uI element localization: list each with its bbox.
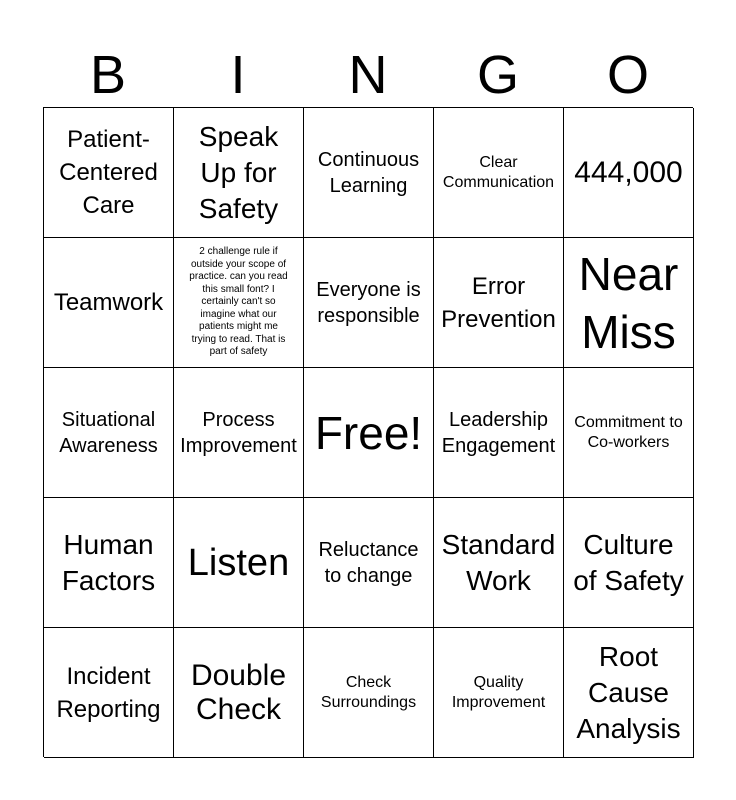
bingo-cell-label: Patient-Centered Care [59, 126, 158, 219]
bingo-cell-label: Listen [187, 541, 290, 584]
free-space[interactable] [304, 368, 434, 498]
header-letter-g: G [476, 45, 519, 105]
bingo-cell[interactable] [174, 498, 304, 628]
bingo-cell[interactable] [44, 238, 174, 368]
bingo-cell-label: Culture of Safety [573, 528, 684, 596]
bingo-cell-label: 444,000 [574, 155, 683, 189]
bingo-cell-label: Process Improvement [180, 408, 297, 457]
bingo-cell-label: Near Miss [578, 247, 679, 358]
bingo-cell[interactable] [304, 108, 434, 238]
bingo-cell[interactable] [564, 628, 694, 758]
bingo-cell-label: Situational Awareness [59, 408, 158, 457]
bingo-cell[interactable] [434, 368, 564, 498]
header-letter-o: O [606, 45, 649, 105]
bingo-cell-label: Quality Improvement [451, 673, 546, 711]
bingo-cell[interactable] [564, 368, 694, 498]
bingo-cell-label: Clear Communication [442, 153, 555, 191]
bingo-cell-label: Leadership Engagement [441, 408, 556, 457]
bingo-cell-label: Check Surroundings [320, 673, 417, 711]
bingo-cell-label: Standard Work [441, 528, 556, 596]
bingo-cell-label: Reluctance to change [318, 538, 419, 587]
bingo-cell[interactable] [174, 238, 304, 368]
bingo-cell[interactable] [44, 498, 174, 628]
bingo-cell[interactable] [564, 498, 694, 628]
bingo-header [43, 42, 693, 108]
bingo-cell[interactable] [434, 238, 564, 368]
bingo-cell-label: 2 challenge rule if outside your scope of practice. can you read this small font? I certainly can't so imagine what our patients might me trying to read. That is part of safety [189, 246, 288, 358]
bingo-cell[interactable] [434, 628, 564, 758]
bingo-cell-label: Double Check [190, 658, 287, 726]
header-letter-b: B [89, 45, 127, 105]
bingo-cell[interactable] [564, 108, 694, 238]
bingo-cell[interactable] [304, 498, 434, 628]
bingo-cell-label: Teamwork [53, 289, 164, 316]
bingo-cell[interactable] [174, 368, 304, 498]
bingo-cell[interactable] [44, 108, 174, 238]
bingo-cell[interactable] [44, 628, 174, 758]
bingo-cell[interactable] [304, 238, 434, 368]
header-letter-i: I [230, 45, 246, 105]
bingo-cell[interactable] [44, 368, 174, 498]
bingo-cell[interactable] [174, 108, 304, 238]
bingo-cell-label: Error Prevention [441, 272, 556, 333]
bingo-cell[interactable] [304, 628, 434, 758]
bingo-cell[interactable] [174, 628, 304, 758]
bingo-cell-label: Continuous Learning [317, 148, 420, 197]
bingo-cell-label: Everyone is responsible [316, 278, 421, 327]
bingo-cell-label: Root Cause Analysis [576, 640, 681, 744]
bingo-board [43, 107, 693, 757]
bingo-cell-label: Speak Up for Safety [198, 120, 279, 224]
bingo-cell[interactable] [564, 238, 694, 368]
header-letter-n: N [348, 45, 388, 105]
bingo-cell[interactable] [434, 108, 564, 238]
free-space-label: Free! [314, 406, 423, 459]
bingo-cell-label: Incident Reporting [56, 662, 161, 723]
bingo-cell-label: Human Factors [61, 528, 156, 596]
bingo-cell-label: Commitment to Co-workers [574, 413, 683, 451]
bingo-cell[interactable] [434, 498, 564, 628]
